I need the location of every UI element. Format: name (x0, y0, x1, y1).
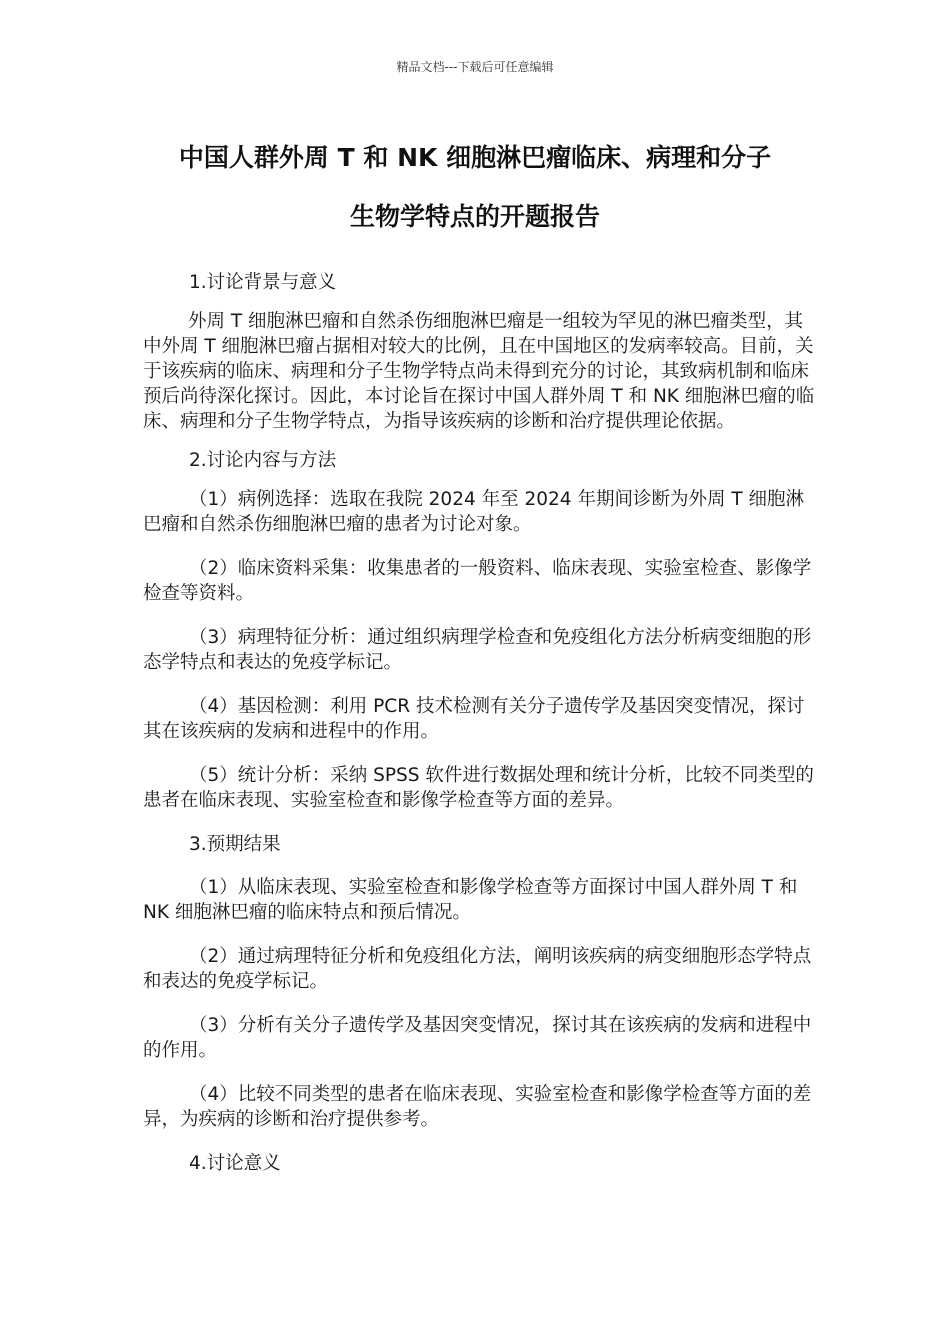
result-item-1: （1）从临床表现、实验室检查和影像学检查等方面探讨中国人群外周 T 和 NK 细胞淋巴瘤的临床特点和预后情况。 (143, 877, 798, 923)
section-1-paragraph: 外周 T 细胞淋巴瘤和自然杀伤细胞淋巴瘤是一组较为罕见的淋巴瘤类型，其中外周 T 细胞淋巴瘤占据相对较大的比例，且在中国地区的发病率较高。目前，关于该疾病的临床、病理和分子生物学特点尚未得到充分的讨论，其致病机制和临床预后尚待深化探讨。因此，本讨论旨在探讨中国人群外周 T 和 NK 细胞淋巴瘤的临床、病理和分子生物学特点，为指导该疾病的诊断和治疗提供理论依据。 (143, 311, 815, 432)
title-line-1: 中国人群外周 T 和 NK 细胞淋巴瘤临床、病理和分子 (178, 143, 772, 172)
section-heading-2: 2.讨论内容与方法 (189, 450, 337, 471)
title-line-2: 生物学特点的开题报告 (349, 202, 600, 231)
method-item-3: （3）病理特征分析：通过组织病理学检查和免疫组化方法分析病变细胞的形态学特点和表达的免疫学标记。 (143, 627, 812, 673)
section-heading-4: 4.讨论意义 (189, 1153, 281, 1174)
result-item-4: （4）比较不同类型的患者在临床表现、实验室检查和影像学检查等方面的差异，为疾病的诊断和治疗提供参考。 (143, 1084, 812, 1130)
section-heading-3: 3.预期结果 (189, 834, 281, 855)
document-title (100, 128, 850, 246)
section-heading-1: 1.讨论背景与意义 (189, 272, 337, 293)
method-item-4: （4）基因检测：利用 PCR 技术检测有关分子遗传学及基因突变情况，探讨其在该疾病的发病和进程中的作用。 (143, 696, 805, 742)
method-item-2: （2）临床资料采集：收集患者的一般资料、临床表现、实验室检查、影像学检查等资料。 (143, 558, 812, 604)
result-item-3: （3）分析有关分子遗传学及基因突变情况，探讨其在该疾病的发病和进程中的作用。 (143, 1015, 812, 1061)
result-item-2: （2）通过病理特征分析和免疫组化方法，阐明该疾病的病变细胞形态学特点和表达的免疫学标记。 (143, 946, 812, 992)
document-body (143, 270, 815, 1190)
method-item-1: （1）病例选择：选取在我院 2024 年至 2024 年期间诊断为外周 T 细胞淋巴瘤和自然杀伤细胞淋巴瘤的患者为讨论对象。 (143, 489, 805, 535)
page-header: 精品文档---下载后可任意编辑 (396, 60, 554, 74)
method-item-5: （5）统计分析：采纳 SPSS 软件进行数据处理和统计分析，比较不同类型的患者在临床表现、实验室检查和影像学检查等方面的差异。 (143, 765, 814, 811)
